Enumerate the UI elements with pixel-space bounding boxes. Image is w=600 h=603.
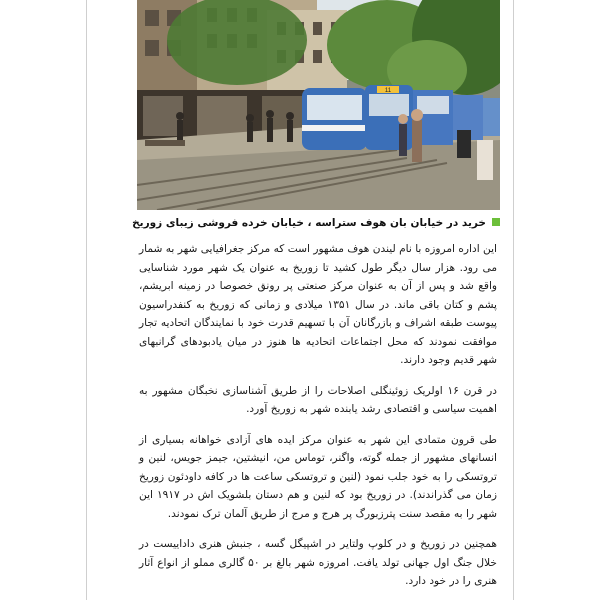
paragraph-3: طی قرون متمادی این شهر به عنوان مرکز ایده های آزادی خواهانه بسیاری از انسانهای مشهور از جمله گوته، واگنر، توماس من، انیشتین، جیمز جویس، لنین و تروتسکی را به خود جلب نمود (لنین و تروتسکی ساعت ها در کافه داودئون زوریخ زمان می گذراندند). در زوریخ بود که لنین و هم دستان بلشویک اش در ۱۹۱۷ این شهر را به مقصد سنت پترزبورگ پر هرج و مرج از طریق آلمان ترک نمودند. bbox=[139, 433, 498, 520]
paragraph-4: همچنین در زوریخ و در کلوپ ولتایر در اشپیگل گسه ، جنبش هنری داداییست در خلال جنگ اول جهانی تولد یافت. امروزه شهر بالغ بر ۵۰ گالری مملو از انواع آثار هنری را در خود دارد. bbox=[139, 538, 497, 587]
street-tram-photo bbox=[137, 0, 500, 210]
document-page bbox=[86, 0, 514, 600]
caption-marker-square bbox=[492, 218, 500, 226]
caption-text: خرید در خیابان بان هوف ستراسه ، خیابان خرده فروشی زیبای زوریخ bbox=[132, 217, 486, 229]
photo-caption bbox=[132, 214, 500, 232]
article-body bbox=[139, 240, 497, 603]
tram-number-label: 11 bbox=[384, 88, 392, 94]
paragraph-1: این اداره امروزه با نام لیندن هوف مشهور است که مرکز جغرافیایی شهر به شمار می رود. هزار سال دیگر طول کشید تا زوریخ به عنوان یک شهر مورد شناسایی واقع شد و پس از آن به عنوان مرکز صنعتی پر رونق خصوصا در زمینه ابریشم، پشم و کتان باقی ماند. در سال ۱۳۵۱ میلادی و زمانی که زوریخ به کنفدراسیون پیوست طبقه اشراف و بازرگانان آن با تسهیم قدرت خود با نمایندگان اتحادیه تجار موافقت نمودند که محل اجتماعات اتحادیه ها هنوز در میان یادبودهای گرانبهای شهر قدیم وجود دارند. bbox=[139, 243, 498, 366]
paragraph-2: در قرن ۱۶ اولریک زوئینگلی اصلاحات را از طریق آشناسازی نخبگان مشهور به اهمیت سیاسی و اقتصادی رشد یابنده شهر به زوریخ آورد. bbox=[139, 384, 497, 415]
